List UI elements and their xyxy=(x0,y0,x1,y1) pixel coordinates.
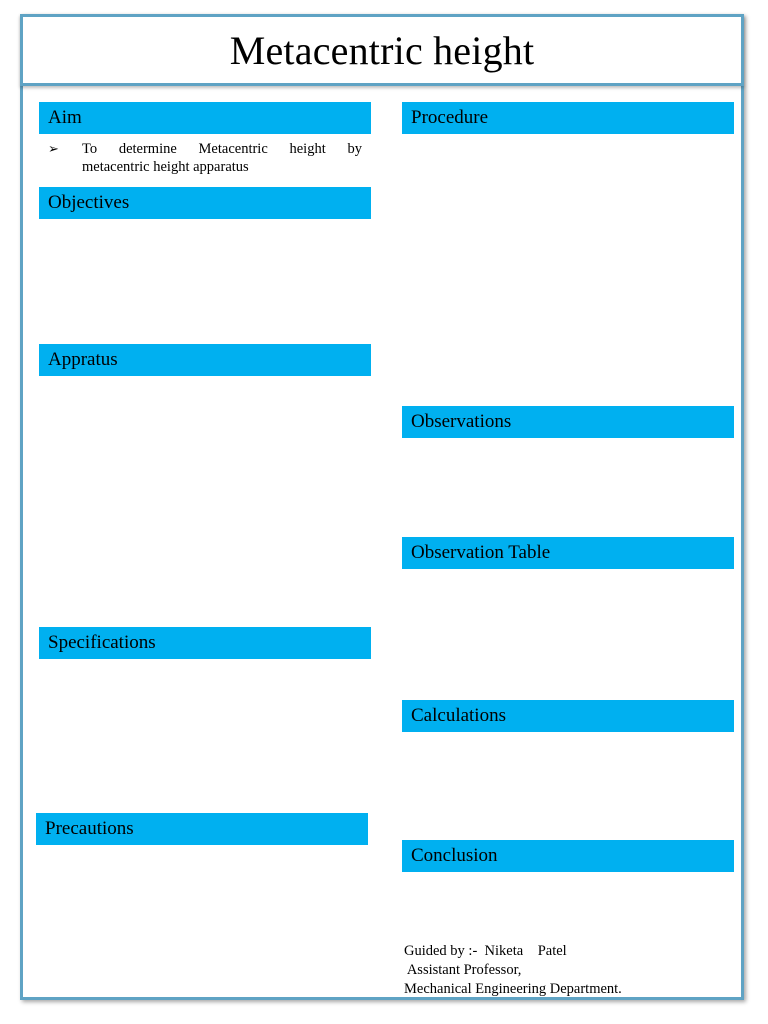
aim-line-2: metacentric height apparatus xyxy=(82,159,249,175)
section-header-observation-table: Observation Table xyxy=(402,537,734,569)
guide-line-2: Assistant Professor, xyxy=(404,962,522,978)
section-header-objectives: Objectives xyxy=(39,187,371,219)
page-title: Metacentric height xyxy=(229,27,535,73)
section-header-aim: Aim xyxy=(39,102,371,134)
section-header-precautions: Precautions xyxy=(36,813,368,845)
aim-bullet-text xyxy=(48,140,362,176)
section-header-conclusion: Conclusion xyxy=(402,840,734,872)
aim-word: determine xyxy=(118,141,177,157)
aim-word: To xyxy=(82,141,98,157)
section-header-calculations: Calculations xyxy=(402,700,734,732)
section-header-specifications: Specifications xyxy=(39,627,371,659)
arrow-bullet-icon: ➢ xyxy=(48,141,59,156)
section-header-observations: Observations xyxy=(402,406,734,438)
section-header-apparatus: Appratus xyxy=(39,344,371,376)
section-header-procedure: Procedure xyxy=(402,102,734,134)
guide-line-1: Guided by :- Niketa Patel xyxy=(404,943,567,959)
title-box xyxy=(20,14,744,86)
aim-word: by xyxy=(347,141,362,157)
aim-line-1 xyxy=(82,140,362,158)
guide-line-3: Mechanical Engineering Department. xyxy=(404,981,622,997)
guide-credits xyxy=(404,942,622,999)
aim-word: Metacentric xyxy=(198,141,268,157)
aim-word: height xyxy=(289,141,326,157)
